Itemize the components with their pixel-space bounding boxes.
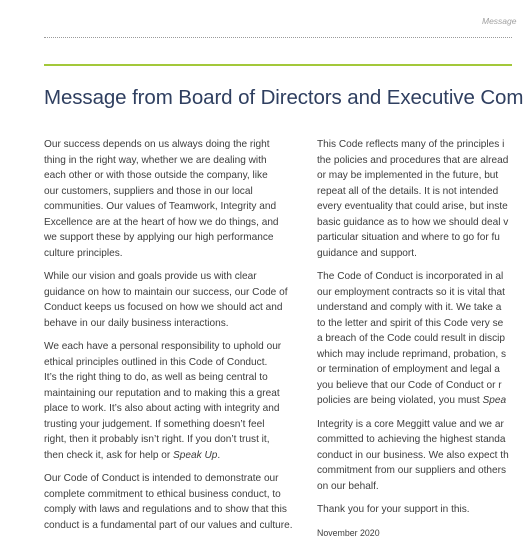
text-line: Our success depends on us always doing the right xyxy=(44,139,270,150)
text-line: Integrity is a core Meggitt value and we ar xyxy=(317,418,504,430)
text-line: you believe that our Code of Conduct or r xyxy=(317,379,502,391)
running-head: Message xyxy=(482,16,517,26)
paragraph xyxy=(317,137,517,261)
text-line: It’s the right thing to do, as well as being central to xyxy=(44,372,268,383)
page-title: Message from Board of Directors and Executive Com xyxy=(44,86,523,109)
text-line: basic guidance as to how we should deal v xyxy=(317,216,509,228)
text-line: our employment contracts so it is vital that xyxy=(317,286,505,298)
text-line: Thank you for your support in this. xyxy=(317,504,470,515)
text-line: each other or with those outside the company, like xyxy=(44,170,268,181)
left-column xyxy=(44,137,310,541)
text-line: we support these by applying our high performance xyxy=(44,232,274,243)
text-line: our customers, suppliers and those in our local xyxy=(44,185,253,197)
text-line: This Code reflects many of the principles i xyxy=(317,139,505,150)
text-line: Our Code of Conduct is intended to demonstrate our xyxy=(44,473,279,484)
text-line: particular situation and where to go for fu xyxy=(317,232,500,243)
paragraph xyxy=(317,269,517,409)
text-line: We each have a personal responsibility to uphold our xyxy=(44,341,282,352)
text-line: guidance and support. xyxy=(317,247,417,259)
signoff-date: November 2020 xyxy=(317,527,380,538)
text-line: the policies and procedures that are alread xyxy=(317,154,509,166)
text-line: trusting your judgement. If something doesn’t feel xyxy=(44,418,265,430)
text-line: policies are being violated, you must Spea xyxy=(317,395,507,406)
accent-divider xyxy=(44,64,512,66)
text-line: which may include reprimand, probation, s xyxy=(317,348,507,360)
text-line: then check it, ask for help or Speak Up. xyxy=(44,449,221,461)
text-line: culture principles. xyxy=(44,247,123,259)
signoff xyxy=(317,526,517,542)
text-line: commitment from our suppliers and others xyxy=(317,465,507,476)
right-column xyxy=(317,137,517,549)
text-line: comply with laws and regulations and to show that this xyxy=(44,504,287,515)
paragraph xyxy=(317,417,517,495)
text-line: place to work. It’s also about acting with integrity and xyxy=(44,403,280,414)
text-line: understand and comply with it. We take a xyxy=(317,302,502,313)
text-line: guidance on how to maintain our success, our Code of xyxy=(44,286,288,298)
text-line: complete commitment to ethical business conduct, to xyxy=(44,488,281,500)
text-line: behave in our daily business interactions. xyxy=(44,317,229,329)
text-line: While our vision and goals provide us with clear xyxy=(44,271,257,282)
text-line: conduct in our business. We also expect th xyxy=(317,449,509,461)
text-line: to the letter and spirit of this Code very se xyxy=(317,317,504,329)
text-line: ethical principles outlined in this Code of Conduct. xyxy=(44,356,268,368)
paragraph xyxy=(44,269,310,331)
text-line: The Code of Conduct is incorporated in al xyxy=(317,271,504,282)
text-line: right, then it probably isn’t right. If you don’t trust it, xyxy=(44,434,270,445)
text-line: or termination of employment and legal a xyxy=(317,364,500,375)
text-line: Conduct keeps us focused on how we should act and xyxy=(44,302,283,313)
paragraph xyxy=(44,137,310,261)
text-line: conduct is a fundamental part of our values and culture. xyxy=(44,519,293,531)
paragraph xyxy=(317,502,517,518)
text-line: maintaining our reputation and to making this a great xyxy=(44,387,280,399)
text-line: committed to achieving the highest standa xyxy=(317,434,506,445)
paragraph xyxy=(44,471,310,533)
text-line: a breach of the Code could result in discip xyxy=(317,333,505,344)
text-line: repeat all of the details. It is not intended xyxy=(317,185,499,197)
text-line: every eventuality that could arise, but inste xyxy=(317,201,508,212)
text-line: on our behalf. xyxy=(317,480,379,492)
text-line: communities. Our values of Teamwork, Integrity and xyxy=(44,201,277,212)
text-line: Excellence are at the heart of how we do things, and xyxy=(44,216,279,228)
dotted-divider xyxy=(44,37,512,38)
text-line: thing in the right way, whether we are dealing with xyxy=(44,154,267,166)
text-line: or may be implemented in the future, but xyxy=(317,170,499,181)
paragraph xyxy=(44,339,310,463)
